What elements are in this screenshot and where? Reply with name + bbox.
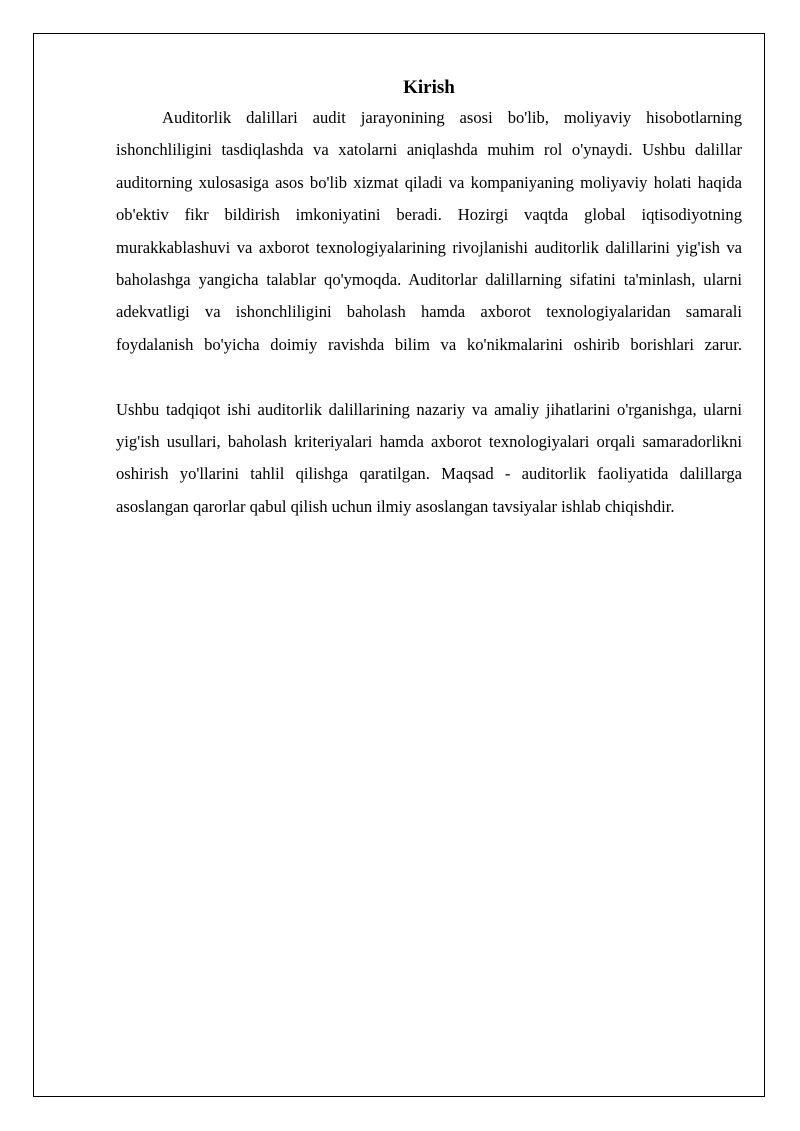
paragraph-research-aim: Ushbu tadqiqot ishi auditorlik dalillarining nazariy va amaliy jihatlarini o'rganishga, ularni yig'ish usullari, baholash kriteriyalari hamda axborot texnologiyalari orqali samaradorlikni oshirish yo'llarini tahlil qilishga qaratilgan. Maqsad - auditorlik faoliyatida dalillarga asoslangan qarorlar qabul qilish uchun ilmiy asoslangan tavsiyalar ishlab chiqishdir. — [116, 399, 742, 516]
document-body — [116, 74, 742, 523]
page-title: Kirish — [403, 77, 455, 98]
paragraph-introduction: Auditorlik dalillari audit jarayonining asosi bo'lib, moliyaviy hisobotlarning ishonchliligini tasdiqlashda va xatolarni aniqlashda muhim rol o'ynaydi. Ushbu dalillar auditorning xulosasiga asos bo'lib xizmat qiladi va kompaniyaning moliyaviy holati haqida ob'ektiv fikr bildirish imkoniyatini beradi. Hozirgi vaqtda global iqtisodiyotning murakkablashuvi va axborot texnologiyalarining rivojlanishi auditorlik dalillarini yig'ish va baholashga yangicha talablar qo'ymoqda. Auditorlar dalillarning sifatini ta'minlash, ularni adekvatligi va ishonchliligini baholash hamda axborot texnologiyalaridan samarali foydalanish bo'yicha doimiy ravishda bilim va ko'nikmalarini oshirib borishlari zarur. — [116, 108, 742, 354]
